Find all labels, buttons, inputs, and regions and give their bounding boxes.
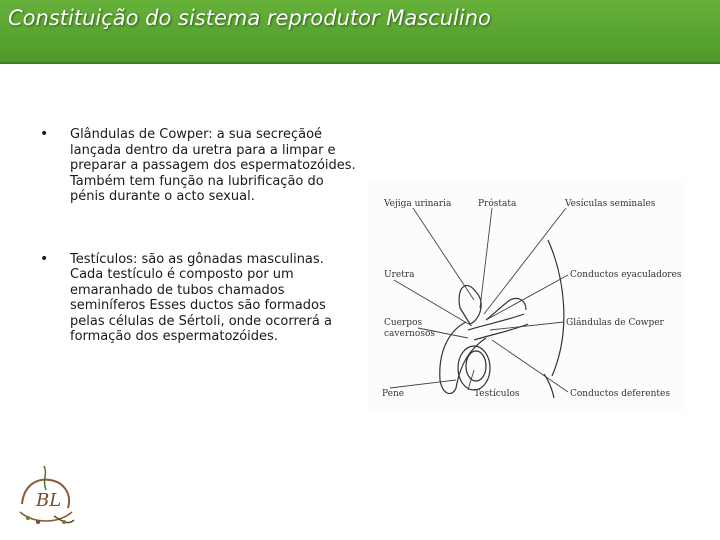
bullet-icon: • — [40, 250, 49, 267]
bullet-term: Glândulas de Cowper — [70, 127, 209, 142]
bullet-description: : a sua secreçãoé lançada dentro da uretra para a limpar e preparar a passagem dos espermatozóides. Também tem função na lubrificação do pénis durante o acto sexual. — [70, 127, 356, 204]
label-testiculos: Testículos — [474, 389, 520, 399]
bullet-term: Testículos — [70, 251, 133, 267]
tree-logo-icon — [14, 460, 78, 530]
label-cavernosos: cavernosos — [384, 329, 435, 339]
label-cuerpos: Cuerpos — [384, 318, 423, 328]
bullet-item-cowper — [40, 127, 360, 205]
bullet-text — [70, 252, 360, 345]
reproductive-diagram — [368, 180, 684, 412]
label-prostata: Próstata — [478, 199, 517, 209]
label-vejiga: Vejiga urinaria — [384, 199, 452, 209]
diagram-svg — [368, 180, 684, 412]
leader-lines — [390, 208, 568, 392]
bullet-item-testiculos — [40, 252, 360, 345]
label-uretra: Uretra — [384, 270, 415, 280]
label-vesiculas: Vesículas seminales — [565, 199, 656, 209]
title-bar — [0, 0, 720, 64]
label-cowper: Glándulas de Cowper — [566, 318, 664, 328]
logo-letters: BL — [36, 490, 62, 511]
label-eyaculadores: Conductos eyaculadores — [570, 270, 682, 280]
label-deferentes: Conductos deferentes — [570, 389, 670, 399]
bullet-description: : são as gônadas masculinas. Cada testículo é composto por um emaranhado de tubos chamados seminíferos Esses ductos são formados pelas células de Sértoli, onde ocorrerá a formação dos espermatozóides. — [70, 251, 332, 344]
logo — [14, 460, 78, 530]
anatomy-outline — [440, 240, 564, 398]
label-pene: Pene — [382, 389, 405, 399]
bullet-icon: • — [40, 126, 49, 142]
bullet-list — [40, 127, 360, 345]
slide-title: Constituição do sistema reprodutor Masculino — [8, 6, 491, 30]
bullet-text — [70, 127, 360, 205]
